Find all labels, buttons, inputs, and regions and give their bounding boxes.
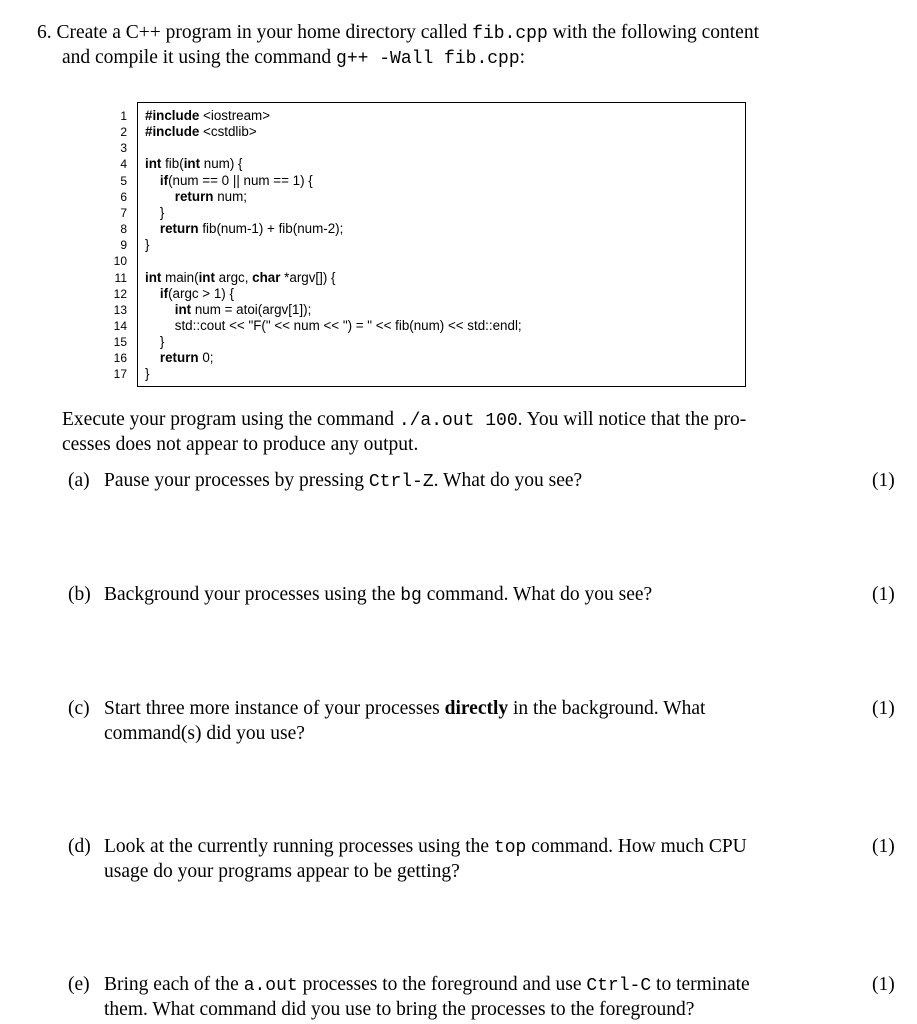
- question-intro-line1: [37, 22, 759, 44]
- part-b-marks: (1): [872, 584, 895, 605]
- code-line-number: 3: [120, 141, 127, 155]
- intro-text: Create a C++ program in your home directory called: [56, 22, 473, 43]
- code-line: return num;: [174, 189, 247, 204]
- directly-bold: directly: [444, 698, 509, 719]
- part-b-label: (b): [68, 584, 91, 605]
- ctrl-z-code: Ctrl-Z: [368, 472, 434, 492]
- code-listing-box: [137, 102, 746, 387]
- intro-text: with the following content: [547, 22, 759, 43]
- code-line-number: 17: [113, 367, 127, 381]
- part-e-text-segment: Bring each of the: [104, 974, 244, 995]
- part-e-label: (e): [68, 974, 90, 995]
- part-c-marks: (1): [872, 698, 895, 719]
- part-d-text-segment: command. How much CPU: [526, 836, 747, 857]
- code-line: }: [145, 237, 150, 252]
- execute-line1: [62, 409, 746, 431]
- code-line: return 0;: [159, 350, 214, 365]
- part-e-text-segment: processes to the foreground and use: [297, 974, 587, 995]
- code-line: std::cout << "F(" << num << ") = " << fib(num) << std::endl;: [145, 318, 522, 333]
- code-line: int num = atoi(argv[1]);: [174, 302, 312, 317]
- execute-text: Execute your program using the command: [62, 409, 399, 430]
- execute-text: . You will notice that the pro-: [517, 409, 747, 430]
- question-intro-line2: [62, 47, 525, 69]
- part-b-text-segment: Background your processes using the: [104, 584, 401, 605]
- part-c-label: (c): [68, 698, 90, 719]
- part-d-text-segment: Look at the currently running processes using the: [104, 836, 494, 857]
- part-a-text-segment: Pause your processes by pressing: [104, 470, 369, 491]
- ctrl-c-code: Ctrl-C: [586, 976, 652, 996]
- code-line-number: 9: [120, 238, 127, 252]
- question-number: 6.: [37, 22, 52, 43]
- code-line-number: 11: [114, 271, 127, 285]
- code-line-number: 13: [113, 303, 127, 317]
- a-out-code: a.out: [243, 976, 298, 996]
- code-line: int fib(int num) {: [145, 156, 243, 171]
- code-line: #include <iostream>: [145, 108, 271, 123]
- compile-command-code: g++ -Wall fib.cpp: [336, 49, 520, 69]
- code-line: #include <cstdlib>: [145, 124, 257, 139]
- code-line-number: 6: [120, 190, 127, 204]
- code-line-number: 12: [113, 287, 127, 301]
- code-line-number: 5: [120, 174, 127, 188]
- execute-line2: cesses does not appear to produce any output.: [62, 434, 419, 455]
- part-d-line2: usage do your programs appear to be getting?: [104, 861, 460, 882]
- code-line-number: 14: [113, 319, 127, 333]
- part-e-line2: them. What command did you use to bring the processes to the foreground?: [104, 999, 695, 1020]
- part-a-label: (a): [68, 470, 90, 491]
- part-c-line1: [104, 698, 705, 720]
- part-c-text-segment: Start three more instance of your processes: [104, 698, 445, 719]
- part-c-text-segment: in the background. What: [508, 698, 706, 719]
- filename-code: fib.cpp: [472, 24, 548, 44]
- part-e-marks: (1): [872, 974, 895, 995]
- part-d-label: (d): [68, 836, 91, 857]
- code-line-number: 4: [120, 157, 127, 171]
- part-d-marks: (1): [872, 836, 895, 857]
- code-line-number: 2: [120, 125, 127, 139]
- code-line-number: 10: [113, 254, 127, 268]
- code-line: if(num == 0 || num == 1) {: [159, 173, 313, 188]
- code-line: }: [145, 366, 150, 381]
- code-line-number: 16: [113, 351, 127, 365]
- code-line: }: [145, 334, 165, 349]
- code-line-number: 15: [113, 335, 127, 349]
- intro-text: and compile it using the command: [62, 47, 337, 68]
- part-c-line2: command(s) did you use?: [104, 723, 305, 744]
- bg-code: bg: [400, 586, 422, 606]
- part-e-line1: [104, 974, 750, 996]
- part-a-marks: (1): [872, 470, 895, 491]
- run-command-code: ./a.out 100: [398, 411, 518, 431]
- part-a-text: [104, 470, 582, 492]
- code-line-number: 1: [120, 109, 127, 123]
- code-line-number: 8: [120, 222, 127, 236]
- part-a-text-segment: . What do you see?: [433, 470, 583, 491]
- part-b-text-segment: command. What do you see?: [421, 584, 653, 605]
- code-line: int main(int argc, char *argv[]) {: [145, 270, 336, 285]
- code-line: if(argc > 1) {: [159, 286, 234, 301]
- part-e-text-segment: to terminate: [651, 974, 750, 995]
- code-line: }: [145, 205, 165, 220]
- part-d-line1: [104, 836, 747, 858]
- part-b-text: [104, 584, 652, 606]
- top-code: top: [493, 838, 527, 858]
- intro-text: :: [519, 47, 526, 68]
- code-line-number: 7: [120, 206, 127, 220]
- code-line: return fib(num-1) + fib(num-2);: [159, 221, 344, 236]
